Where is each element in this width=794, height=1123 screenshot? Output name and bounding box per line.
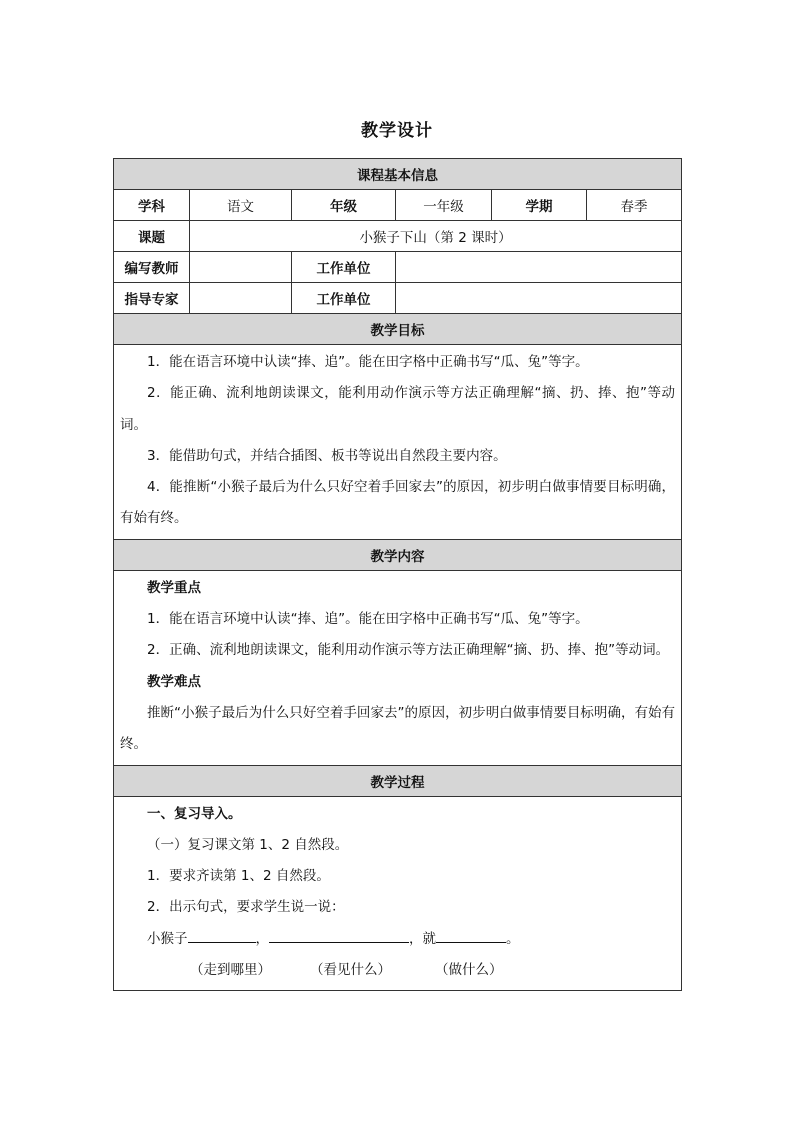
- process-section-title: 一、复习导入。: [147, 805, 242, 822]
- pattern-separator: ，就: [409, 930, 436, 947]
- advisor-value: [190, 283, 292, 314]
- advisor-unit-label: 工作单位: [292, 283, 396, 314]
- difficulty-text: 推断“小猴子最后为什么只好空着手回家去”的原因，初步明白做事情要目标明确，有始有终。: [120, 704, 676, 753]
- subject-label: 学科: [114, 190, 190, 221]
- advisor-row: [114, 283, 682, 314]
- process-header: 教学过程: [114, 765, 682, 796]
- objective-item: 4．能推断“小猴子最后为什么只好空着手回家去”的原因，初步明白做事情要目标明确，有始有终。: [120, 479, 676, 527]
- grade-label: 年级: [292, 190, 396, 221]
- subject-value: 语文: [190, 190, 292, 221]
- advisor-label: 指导专家: [114, 283, 190, 314]
- difficulty-label: 教学难点: [147, 673, 201, 690]
- advisor-unit-value: [396, 283, 682, 314]
- author-row: [114, 252, 682, 283]
- hint-action: （做什么）: [435, 962, 503, 979]
- term-value: 春季: [587, 190, 682, 221]
- key-points-label: 教学重点: [147, 579, 201, 596]
- objective-item: 3．能借助句式，并结合插图、板书等说出自然段主要内容。: [147, 447, 507, 464]
- blank-line-action: [436, 928, 506, 943]
- process-subsection: （一）复习课文第 1、2 自然段。: [147, 836, 349, 853]
- key-point-item: 1．能在语言环境中认读“捧、追”。能在田字格中正确书写“瓜、兔”等字。: [147, 611, 589, 628]
- objective-item: 2．能正确、流利地朗读课文，能利用动作演示等方法正确理解“摘、扔、捧、抱”等动词。: [120, 385, 676, 433]
- process-header-row: [114, 765, 682, 796]
- pattern-hints: [120, 955, 675, 986]
- objectives-body: [114, 345, 682, 540]
- grade-value: 一年级: [396, 190, 492, 221]
- objectives-header: 教学目标: [114, 314, 682, 345]
- process-step: 2．出示句式，要求学生说一说：: [147, 899, 345, 916]
- pattern-prefix: 小猴子: [147, 930, 188, 947]
- hint-where: （走到哪里）: [190, 962, 271, 979]
- content-header-row: [114, 539, 682, 570]
- page-title: 教学设计: [361, 121, 433, 141]
- blank-line-where: [188, 928, 256, 943]
- process-body: [114, 796, 682, 991]
- topic-value: 小猴子下山（第 2 课时）: [190, 221, 682, 252]
- objective-item: 1．能在语言环境中认读“捧、追”。能在田字格中正确书写“瓜、兔”等字。: [147, 354, 589, 370]
- hint-what-seen: （看见什么）: [310, 962, 391, 979]
- topic-row: [114, 221, 682, 252]
- author-unit-value: [396, 252, 682, 283]
- blank-line-what-seen: [269, 928, 409, 943]
- pattern-separator: ，: [255, 930, 269, 947]
- content-body: [114, 570, 682, 765]
- subject-row: [114, 190, 682, 221]
- pattern-end: 。: [506, 930, 520, 947]
- sentence-pattern: [120, 924, 675, 955]
- objectives-header-row: [114, 314, 682, 345]
- topic-label: 课题: [114, 221, 190, 252]
- term-label: 学期: [492, 190, 587, 221]
- key-point-item: 2．正确、流利地朗读课文，能利用动作演示等方法正确理解“摘、扔、捧、抱”等动词。: [147, 642, 670, 659]
- author-value: [190, 252, 292, 283]
- process-step: 1．要求齐读第 1、2 自然段。: [147, 868, 330, 885]
- author-label: 编写教师: [114, 252, 190, 283]
- content-header: 教学内容: [114, 539, 682, 570]
- lesson-plan-table: [113, 158, 682, 991]
- basic-info-header: 课程基本信息: [114, 159, 682, 190]
- author-unit-label: 工作单位: [292, 252, 396, 283]
- basic-info-header-row: [114, 159, 682, 190]
